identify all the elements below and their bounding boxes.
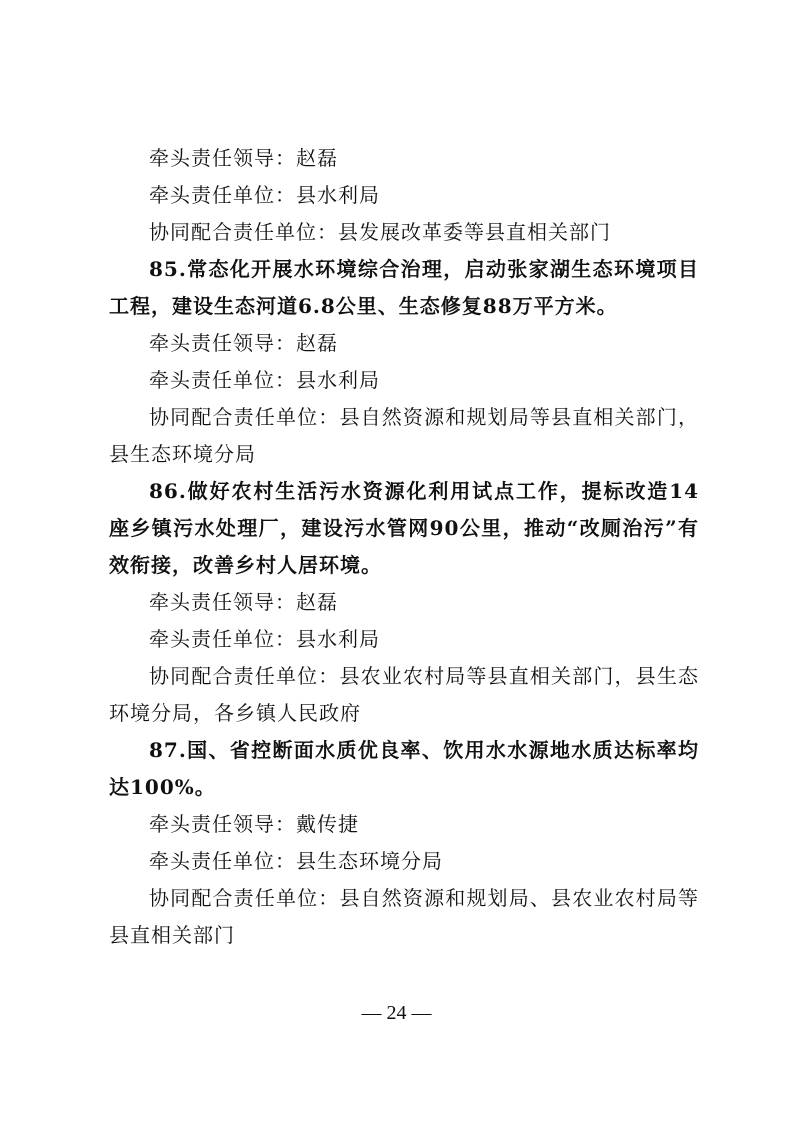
coop-unit: 协同配合责任单位：县发展改革委等县直相关部门 [149, 220, 611, 244]
document-body [109, 140, 699, 954]
lead-leader: 牵头责任领导：赵磊 [149, 331, 338, 355]
item-heading-87: 87.国、省控断面水质优良率、饮用水水源地水质达标率均达100%。 [109, 738, 699, 799]
coop-unit: 协同配合责任单位：县自然资源和规划局、县农业农村局等县直相关部门 [109, 886, 699, 947]
lead-unit: 牵头责任单位：县水利局 [149, 368, 380, 392]
lead-unit: 牵头责任单位：县水利局 [149, 627, 380, 651]
lead-unit: 牵头责任单位：县生态环境分局 [149, 849, 443, 873]
coop-unit: 协同配合责任单位：县农业农村局等县直相关部门，县生态环境分局，各乡镇人民政府 [109, 664, 699, 725]
item-heading-85: 85.常态化开展水环境综合治理，启动张家湖生态环境项目工程，建设生态河道6.8公里、生态修复88万平方米。 [109, 257, 699, 318]
lead-leader: 牵头责任领导：赵磊 [149, 146, 338, 170]
page-number: — 24 — [361, 1002, 432, 1024]
item-heading-86: 86.做好农村生活污水资源化利用试点工作，提标改造14座乡镇污水处理厂，建设污水管网90公里，推动“改厕治污”有效衔接，改善乡村人居环境。 [109, 479, 699, 577]
lead-unit: 牵头责任单位：县水利局 [149, 183, 380, 207]
lead-leader: 牵头责任领导：戴传捷 [149, 812, 359, 836]
lead-leader: 牵头责任领导：赵磊 [149, 590, 338, 614]
coop-unit: 协同配合责任单位：县自然资源和规划局等县直相关部门，县生态环境分局 [109, 405, 699, 466]
